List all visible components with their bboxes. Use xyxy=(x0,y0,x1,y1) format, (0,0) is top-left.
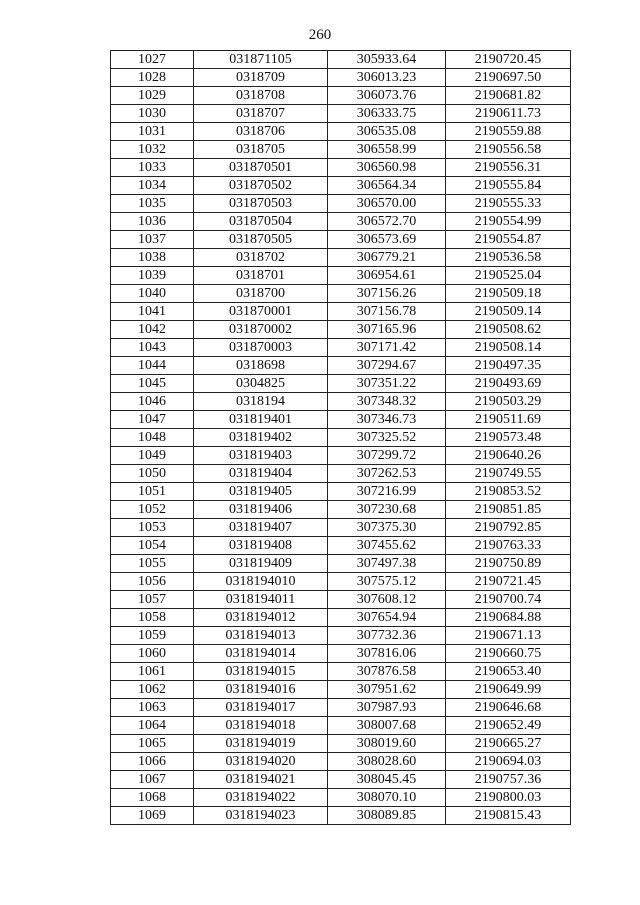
point-number-cell: 1027 xyxy=(111,51,194,69)
y-coordinate-cell: 2190853.52 xyxy=(446,483,571,501)
table-row xyxy=(111,303,571,321)
y-coordinate-cell: 2190509.18 xyxy=(446,285,571,303)
point-number-cell: 1038 xyxy=(111,249,194,267)
x-coordinate-cell: 307816.06 xyxy=(328,645,446,663)
y-coordinate-cell: 2190503.29 xyxy=(446,393,571,411)
y-coordinate-cell: 2190573.48 xyxy=(446,429,571,447)
point-id-cell: 0318194018 xyxy=(194,717,328,735)
point-id-cell: 031870505 xyxy=(194,231,328,249)
point-number-cell: 1051 xyxy=(111,483,194,501)
table-row xyxy=(111,465,571,483)
table-row xyxy=(111,141,571,159)
x-coordinate-cell: 307156.26 xyxy=(328,285,446,303)
y-coordinate-cell: 2190652.49 xyxy=(446,717,571,735)
point-number-cell: 1048 xyxy=(111,429,194,447)
x-coordinate-cell: 307732.36 xyxy=(328,627,446,645)
point-number-cell: 1063 xyxy=(111,699,194,717)
x-coordinate-cell: 307230.68 xyxy=(328,501,446,519)
point-id-cell: 0318706 xyxy=(194,123,328,141)
point-id-cell: 031870502 xyxy=(194,177,328,195)
x-coordinate-cell: 306954.61 xyxy=(328,267,446,285)
point-id-cell: 0318698 xyxy=(194,357,328,375)
table-row xyxy=(111,573,571,591)
y-coordinate-cell: 2190694.03 xyxy=(446,753,571,771)
y-coordinate-cell: 2190763.33 xyxy=(446,537,571,555)
table-row xyxy=(111,519,571,537)
table-row xyxy=(111,393,571,411)
y-coordinate-cell: 2190497.35 xyxy=(446,357,571,375)
x-coordinate-cell: 307654.94 xyxy=(328,609,446,627)
point-number-cell: 1034 xyxy=(111,177,194,195)
point-number-cell: 1059 xyxy=(111,627,194,645)
point-id-cell: 0318700 xyxy=(194,285,328,303)
y-coordinate-cell: 2190493.69 xyxy=(446,375,571,393)
point-id-cell: 0318707 xyxy=(194,105,328,123)
y-coordinate-cell: 2190720.45 xyxy=(446,51,571,69)
point-number-cell: 1040 xyxy=(111,285,194,303)
x-coordinate-cell: 306570.00 xyxy=(328,195,446,213)
point-number-cell: 1032 xyxy=(111,141,194,159)
point-id-cell: 0318194019 xyxy=(194,735,328,753)
point-number-cell: 1062 xyxy=(111,681,194,699)
y-coordinate-cell: 2190649.99 xyxy=(446,681,571,699)
y-coordinate-cell: 2190556.58 xyxy=(446,141,571,159)
point-id-cell: 0318194010 xyxy=(194,573,328,591)
y-coordinate-cell: 2190508.14 xyxy=(446,339,571,357)
y-coordinate-cell: 2190815.43 xyxy=(446,807,571,825)
point-id-cell: 0318194 xyxy=(194,393,328,411)
point-number-cell: 1060 xyxy=(111,645,194,663)
point-id-cell: 0318194011 xyxy=(194,591,328,609)
x-coordinate-cell: 308019.60 xyxy=(328,735,446,753)
table-row xyxy=(111,213,571,231)
table-row xyxy=(111,195,571,213)
point-id-cell: 031870001 xyxy=(194,303,328,321)
y-coordinate-cell: 2190611.73 xyxy=(446,105,571,123)
y-coordinate-cell: 2190750.89 xyxy=(446,555,571,573)
table-row xyxy=(111,69,571,87)
x-coordinate-cell: 307951.62 xyxy=(328,681,446,699)
point-id-cell: 0318701 xyxy=(194,267,328,285)
x-coordinate-cell: 306333.75 xyxy=(328,105,446,123)
point-id-cell: 0318705 xyxy=(194,141,328,159)
x-coordinate-cell: 305933.64 xyxy=(328,51,446,69)
x-coordinate-cell: 306013.23 xyxy=(328,69,446,87)
y-coordinate-cell: 2190749.55 xyxy=(446,465,571,483)
table-row xyxy=(111,681,571,699)
y-coordinate-cell: 2190671.13 xyxy=(446,627,571,645)
table-row xyxy=(111,717,571,735)
point-id-cell: 031870504 xyxy=(194,213,328,231)
table-row xyxy=(111,609,571,627)
point-number-cell: 1046 xyxy=(111,393,194,411)
point-id-cell: 0318194022 xyxy=(194,789,328,807)
x-coordinate-cell: 306564.34 xyxy=(328,177,446,195)
table-row xyxy=(111,447,571,465)
point-number-cell: 1054 xyxy=(111,537,194,555)
x-coordinate-cell: 307294.67 xyxy=(328,357,446,375)
y-coordinate-cell: 2190684.88 xyxy=(446,609,571,627)
point-number-cell: 1067 xyxy=(111,771,194,789)
y-coordinate-cell: 2190556.31 xyxy=(446,159,571,177)
table-row xyxy=(111,267,571,285)
y-coordinate-cell: 2190660.75 xyxy=(446,645,571,663)
table-row xyxy=(111,177,571,195)
point-id-cell: 0318194021 xyxy=(194,771,328,789)
x-coordinate-cell: 307171.42 xyxy=(328,339,446,357)
point-id-cell: 031819405 xyxy=(194,483,328,501)
point-number-cell: 1061 xyxy=(111,663,194,681)
point-id-cell: 0304825 xyxy=(194,375,328,393)
x-coordinate-cell: 307351.22 xyxy=(328,375,446,393)
x-coordinate-cell: 307348.32 xyxy=(328,393,446,411)
x-coordinate-cell: 308089.85 xyxy=(328,807,446,825)
coordinates-table-body xyxy=(111,51,571,825)
point-number-cell: 1028 xyxy=(111,69,194,87)
y-coordinate-cell: 2190792.85 xyxy=(446,519,571,537)
point-id-cell: 0318194020 xyxy=(194,753,328,771)
point-id-cell: 031870002 xyxy=(194,321,328,339)
point-id-cell: 0318194016 xyxy=(194,681,328,699)
point-id-cell: 031819407 xyxy=(194,519,328,537)
y-coordinate-cell: 2190554.87 xyxy=(446,231,571,249)
y-coordinate-cell: 2190851.85 xyxy=(446,501,571,519)
point-id-cell: 0318702 xyxy=(194,249,328,267)
table-row xyxy=(111,501,571,519)
table-row xyxy=(111,87,571,105)
y-coordinate-cell: 2190525.04 xyxy=(446,267,571,285)
table-row xyxy=(111,321,571,339)
point-id-cell: 031819406 xyxy=(194,501,328,519)
point-number-cell: 1030 xyxy=(111,105,194,123)
y-coordinate-cell: 2190697.50 xyxy=(446,69,571,87)
point-number-cell: 1053 xyxy=(111,519,194,537)
point-number-cell: 1066 xyxy=(111,753,194,771)
point-number-cell: 1052 xyxy=(111,501,194,519)
x-coordinate-cell: 307299.72 xyxy=(328,447,446,465)
point-number-cell: 1056 xyxy=(111,573,194,591)
table-row xyxy=(111,699,571,717)
point-id-cell: 031819401 xyxy=(194,411,328,429)
point-id-cell: 031871105 xyxy=(194,51,328,69)
point-number-cell: 1031 xyxy=(111,123,194,141)
table-row xyxy=(111,105,571,123)
y-coordinate-cell: 2190800.03 xyxy=(446,789,571,807)
point-number-cell: 1029 xyxy=(111,87,194,105)
point-number-cell: 1033 xyxy=(111,159,194,177)
y-coordinate-cell: 2190757.36 xyxy=(446,771,571,789)
y-coordinate-cell: 2190509.14 xyxy=(446,303,571,321)
y-coordinate-cell: 2190653.40 xyxy=(446,663,571,681)
x-coordinate-cell: 307608.12 xyxy=(328,591,446,609)
point-id-cell: 0318194023 xyxy=(194,807,328,825)
table-row xyxy=(111,249,571,267)
table-row xyxy=(111,771,571,789)
y-coordinate-cell: 2190559.88 xyxy=(446,123,571,141)
point-number-cell: 1042 xyxy=(111,321,194,339)
table-row xyxy=(111,51,571,69)
table-row xyxy=(111,627,571,645)
table-row xyxy=(111,555,571,573)
x-coordinate-cell: 307325.52 xyxy=(328,429,446,447)
table-row xyxy=(111,123,571,141)
table-row xyxy=(111,807,571,825)
point-number-cell: 1050 xyxy=(111,465,194,483)
x-coordinate-cell: 307375.30 xyxy=(328,519,446,537)
point-id-cell: 031819404 xyxy=(194,465,328,483)
table-row xyxy=(111,411,571,429)
y-coordinate-cell: 2190508.62 xyxy=(446,321,571,339)
y-coordinate-cell: 2190555.84 xyxy=(446,177,571,195)
table-row xyxy=(111,159,571,177)
table-row xyxy=(111,591,571,609)
table-row xyxy=(111,429,571,447)
point-id-cell: 031819409 xyxy=(194,555,328,573)
table-row xyxy=(111,753,571,771)
point-number-cell: 1043 xyxy=(111,339,194,357)
y-coordinate-cell: 2190511.69 xyxy=(446,411,571,429)
x-coordinate-cell: 306573.69 xyxy=(328,231,446,249)
x-coordinate-cell: 308028.60 xyxy=(328,753,446,771)
coordinates-table xyxy=(110,50,571,825)
table-row xyxy=(111,645,571,663)
y-coordinate-cell: 2190721.45 xyxy=(446,573,571,591)
point-number-cell: 1068 xyxy=(111,789,194,807)
table-row xyxy=(111,375,571,393)
table-row xyxy=(111,357,571,375)
table-row xyxy=(111,537,571,555)
table-row xyxy=(111,483,571,501)
x-coordinate-cell: 307156.78 xyxy=(328,303,446,321)
point-number-cell: 1047 xyxy=(111,411,194,429)
point-id-cell: 0318194015 xyxy=(194,663,328,681)
point-id-cell: 031870503 xyxy=(194,195,328,213)
point-number-cell: 1041 xyxy=(111,303,194,321)
point-id-cell: 0318709 xyxy=(194,69,328,87)
x-coordinate-cell: 307455.62 xyxy=(328,537,446,555)
point-id-cell: 0318708 xyxy=(194,87,328,105)
x-coordinate-cell: 308070.10 xyxy=(328,789,446,807)
x-coordinate-cell: 307262.53 xyxy=(328,465,446,483)
y-coordinate-cell: 2190554.99 xyxy=(446,213,571,231)
table-row xyxy=(111,231,571,249)
table-row xyxy=(111,285,571,303)
x-coordinate-cell: 306558.99 xyxy=(328,141,446,159)
y-coordinate-cell: 2190646.68 xyxy=(446,699,571,717)
page-number: 260 xyxy=(308,27,332,43)
point-id-cell: 031870003 xyxy=(194,339,328,357)
point-number-cell: 1037 xyxy=(111,231,194,249)
y-coordinate-cell: 2190555.33 xyxy=(446,195,571,213)
x-coordinate-cell: 306073.76 xyxy=(328,87,446,105)
point-number-cell: 1049 xyxy=(111,447,194,465)
y-coordinate-cell: 2190536.58 xyxy=(446,249,571,267)
point-id-cell: 031819408 xyxy=(194,537,328,555)
x-coordinate-cell: 307497.38 xyxy=(328,555,446,573)
point-number-cell: 1039 xyxy=(111,267,194,285)
y-coordinate-cell: 2190640.26 xyxy=(446,447,571,465)
point-number-cell: 1057 xyxy=(111,591,194,609)
point-id-cell: 031819402 xyxy=(194,429,328,447)
x-coordinate-cell: 306560.98 xyxy=(328,159,446,177)
point-number-cell: 1064 xyxy=(111,717,194,735)
table-row xyxy=(111,789,571,807)
point-id-cell: 0318194013 xyxy=(194,627,328,645)
x-coordinate-cell: 307346.73 xyxy=(328,411,446,429)
table-row xyxy=(111,339,571,357)
point-id-cell: 0318194014 xyxy=(194,645,328,663)
point-number-cell: 1035 xyxy=(111,195,194,213)
x-coordinate-cell: 306779.21 xyxy=(328,249,446,267)
x-coordinate-cell: 306572.70 xyxy=(328,213,446,231)
point-number-cell: 1055 xyxy=(111,555,194,573)
y-coordinate-cell: 2190665.27 xyxy=(446,735,571,753)
point-id-cell: 0318194017 xyxy=(194,699,328,717)
point-number-cell: 1045 xyxy=(111,375,194,393)
y-coordinate-cell: 2190681.82 xyxy=(446,87,571,105)
x-coordinate-cell: 307216.99 xyxy=(328,483,446,501)
x-coordinate-cell: 308045.45 xyxy=(328,771,446,789)
x-coordinate-cell: 307575.12 xyxy=(328,573,446,591)
x-coordinate-cell: 307165.96 xyxy=(328,321,446,339)
y-coordinate-cell: 2190700.74 xyxy=(446,591,571,609)
point-id-cell: 031870501 xyxy=(194,159,328,177)
table-row xyxy=(111,663,571,681)
table-row xyxy=(111,735,571,753)
x-coordinate-cell: 308007.68 xyxy=(328,717,446,735)
point-id-cell: 031819403 xyxy=(194,447,328,465)
point-number-cell: 1069 xyxy=(111,807,194,825)
point-id-cell: 0318194012 xyxy=(194,609,328,627)
point-number-cell: 1044 xyxy=(111,357,194,375)
x-coordinate-cell: 307876.58 xyxy=(328,663,446,681)
point-number-cell: 1065 xyxy=(111,735,194,753)
point-number-cell: 1058 xyxy=(111,609,194,627)
x-coordinate-cell: 306535.08 xyxy=(328,123,446,141)
point-number-cell: 1036 xyxy=(111,213,194,231)
x-coordinate-cell: 307987.93 xyxy=(328,699,446,717)
